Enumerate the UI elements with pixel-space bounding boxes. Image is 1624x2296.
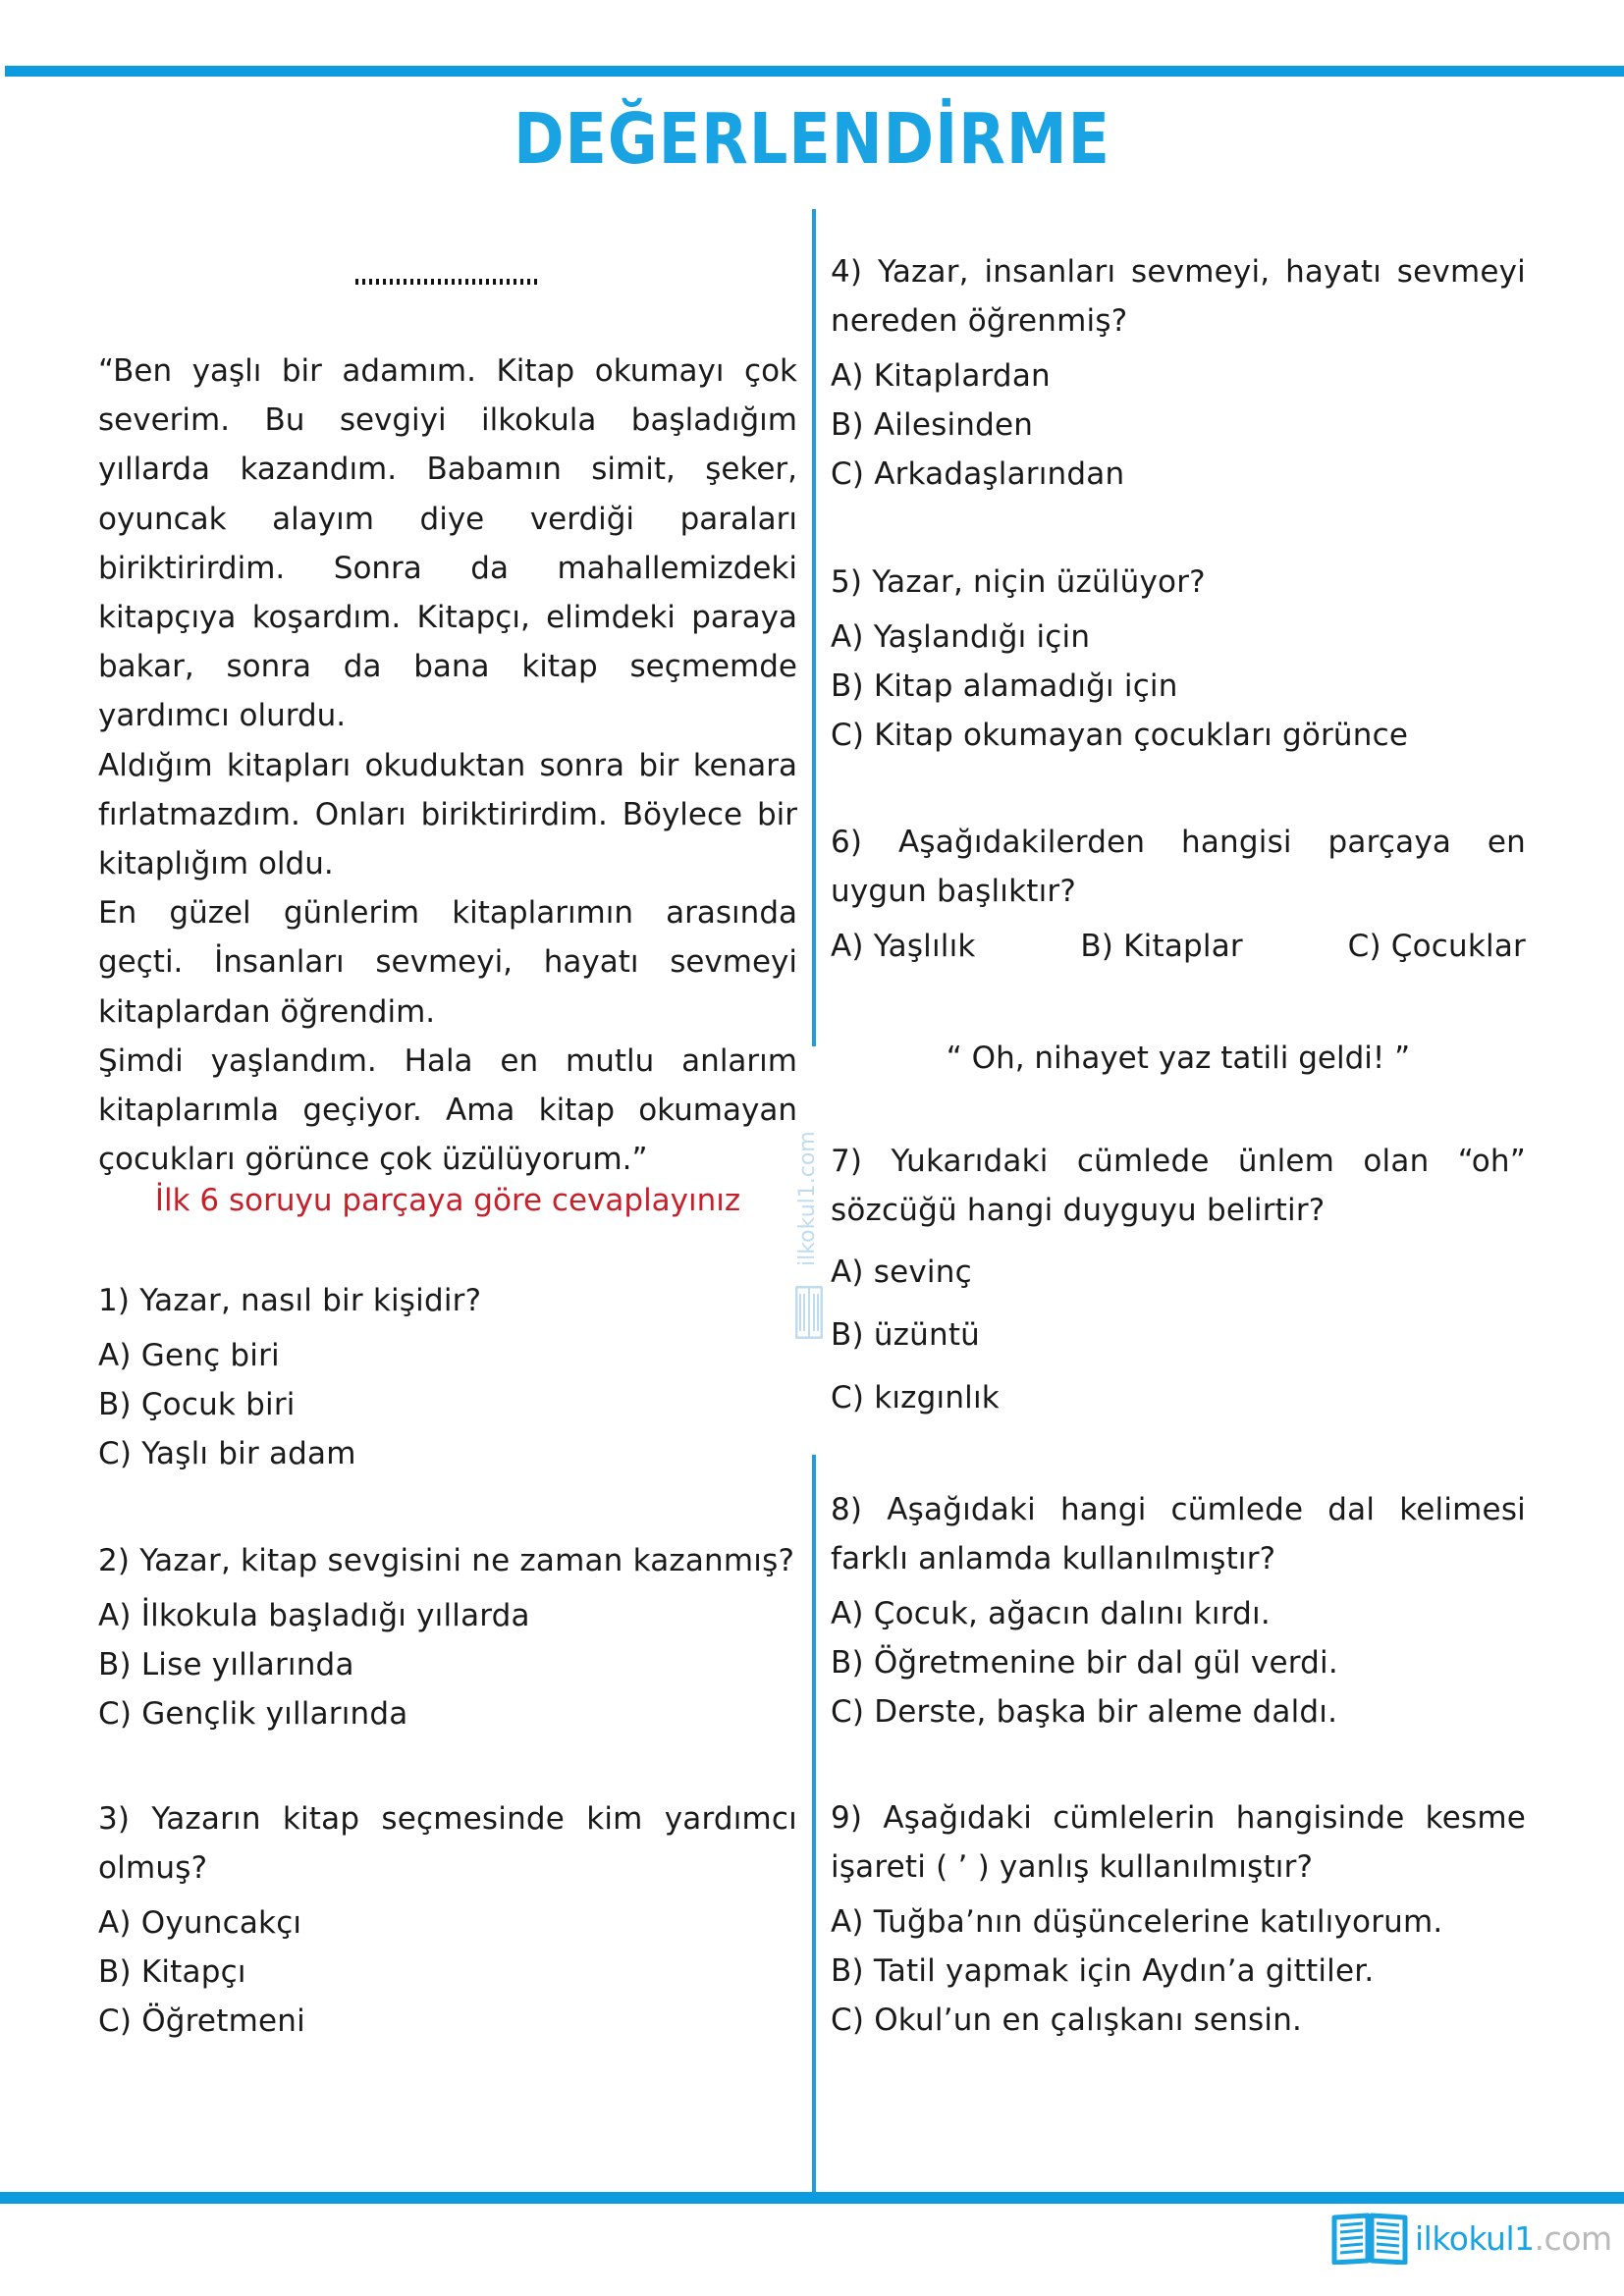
question-stem: 9) Aşağıdaki cümlelerin hangisinde kesme işareti ( ’ ) yanlış kullanılmıştır? (831, 1800, 1526, 1885)
option-c[interactable]: C) Gençlik yıllarında (98, 1696, 408, 1732)
exclamation-quote: “ Oh, nihayet yaz tatili geldi! ” (946, 1041, 1411, 1076)
question-1 (98, 1276, 797, 1478)
option-a[interactable]: A) Oyuncakçı (98, 1905, 302, 1941)
reading-passage (98, 347, 797, 1184)
question-stem: 7) Yukarıdaki cümlede ünlem olan “oh” sözcüğü hangi duyguyu belirtir? (831, 1144, 1526, 1228)
page-title: DEĞERLENDİRME (514, 97, 1110, 181)
question-stem: 2) Yazar, kitap sevgisini ne zaman kazanmış? (98, 1543, 795, 1578)
book-icon (795, 1286, 823, 1339)
option-a[interactable]: A) Genç biri (98, 1338, 280, 1373)
option-a[interactable]: A) İlkokula başladığı yıllarda (98, 1598, 530, 1633)
watermark (793, 1131, 827, 1345)
question-8 (831, 1485, 1526, 1736)
option-c[interactable]: C) Çocuklar (1347, 929, 1526, 964)
open-book-icon (1330, 2212, 1409, 2265)
question-stem: 3) Yazarın kitap seçmesinde kim yardımcı olmuş? (98, 1801, 797, 1886)
option-b[interactable]: B) Lise yıllarında (98, 1647, 354, 1682)
option-b[interactable]: B) üzüntü (831, 1317, 981, 1353)
option-b[interactable]: B) Tatil yapmak için Aydın’a gittiler. (831, 1953, 1375, 1989)
option-b[interactable]: B) Ailesinden (831, 407, 1034, 443)
option-a[interactable]: A) Çocuk, ağacın dalını kırdı. (831, 1596, 1271, 1631)
question-3 (98, 1794, 797, 2046)
option-c[interactable]: C) Öğretmeni (98, 2003, 305, 2039)
passage-paragraph: Şimdi yaşlandım. Hala en mutlu anlarım kitaplarımla geçiyor. Ama kitap okumayan çocukları görünce çok üzülüyorum.” (98, 1042, 797, 1178)
question-9 (831, 1793, 1526, 2045)
option-a[interactable]: A) Yaşlılık (831, 929, 976, 964)
watermark-text: ilkokul1.com (795, 1131, 820, 1266)
question-stem: 6) Aşağıdakilerden hangisi parçaya en uygun başlıktır? (831, 825, 1526, 909)
option-c[interactable]: C) Derste, başka bir aleme daldı. (831, 1694, 1338, 1730)
option-a[interactable]: A) Tuğba’nın düşüncelerine katılıyorum. (831, 1904, 1443, 1940)
passage-paragraph: “Ben yaşlı bir adamım. Kitap okumayı çok severim. Bu sevgiyi ilkokula başladığım yıllarda kazandım. Babamın simit, şeker, oyuncak alayım diye verdiği paraları biriktirirdim. Sonra da mahallemizdeki kitapçıya koşardım. Kitapçı, elimdeki paraya bakar, sonra da bana kitap seçmemde yardımcı olurdu. (98, 353, 797, 734)
question-7 (831, 1137, 1526, 1429)
column-divider-upper (812, 209, 816, 1046)
logo-tld-text: .com (1534, 2218, 1612, 2258)
question-stem: 4) Yazar, insanları sevmeyi, hayatı sevmeyi nereden öğrenmiş? (831, 254, 1526, 339)
bottom-accent-bar (0, 2192, 1624, 2204)
instruction-text: İlk 6 soruyu parçaya göre cevaplayınız (154, 1183, 741, 1218)
option-b[interactable]: B) Çocuk biri (98, 1387, 296, 1422)
question-stem: 8) Aşağıdaki hangi cümlede dal kelimesi farklı anlamda kullanılmıştır? (831, 1492, 1526, 1576)
question-stem: 1) Yazar, nasıl bir kişidir? (98, 1283, 482, 1318)
option-c[interactable]: C) Kitap okumayan çocukları görünce (831, 718, 1409, 753)
passage-paragraph: Aldığım kitapları okuduktan sonra bir kenara fırlatmazdım. Onları biriktirirdim. Böylece bir kitaplığım oldu. (98, 747, 797, 882)
option-c[interactable]: C) kızgınlık (831, 1380, 1000, 1415)
option-c[interactable]: C) Yaşlı bir adam (98, 1436, 356, 1471)
question-5 (831, 558, 1526, 760)
option-a[interactable]: A) Kitaplardan (831, 358, 1051, 394)
option-c[interactable]: C) Arkadaşlarından (831, 456, 1125, 492)
column-divider-lower (812, 1455, 816, 2197)
option-b[interactable]: B) Kitap alamadığı için (831, 668, 1178, 704)
logo-brand-text: ilkokul1 (1415, 2218, 1535, 2258)
option-b[interactable]: B) Öğretmenine bir dal gül verdi. (831, 1645, 1338, 1681)
question-6 (831, 818, 1526, 971)
option-b[interactable]: B) Kitapçı (98, 1954, 246, 1990)
passage-paragraph: En güzel günlerim kitaplarımın arasında geçti. İnsanları sevmeyi, hayatı sevmeyi kitaplardan öğrendim. (98, 895, 797, 1030)
question-stem: 5) Yazar, niçin üzülüyor? (831, 564, 1206, 600)
option-a[interactable]: A) Yaşlandığı için (831, 619, 1091, 655)
option-a[interactable]: A) sevinç (831, 1255, 972, 1290)
question-2 (98, 1536, 797, 1738)
question-4 (831, 247, 1526, 499)
option-b[interactable]: B) Kitaplar (1080, 929, 1243, 964)
options-row (831, 922, 1526, 971)
option-c[interactable]: C) Okul’un en çalışkanı sensin. (831, 2002, 1303, 2038)
top-accent-bar (5, 66, 1624, 77)
footer-logo[interactable] (1330, 2212, 1612, 2265)
passage-title-blank (355, 279, 538, 285)
